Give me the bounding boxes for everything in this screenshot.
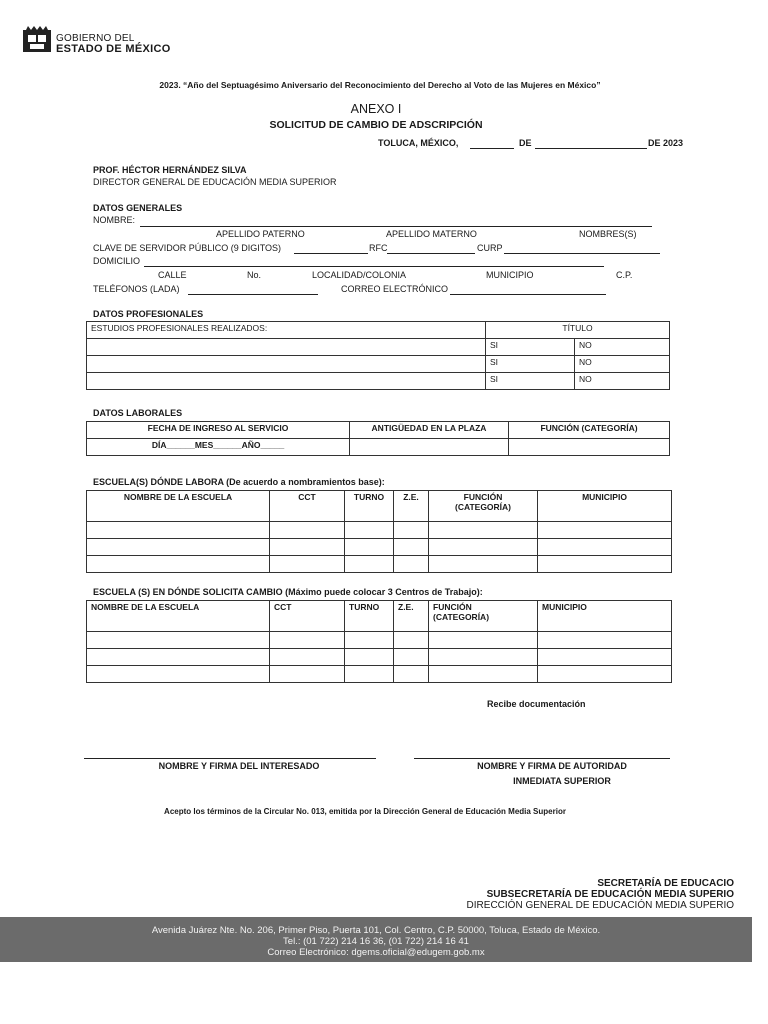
- table-row: [87, 339, 670, 356]
- col-funcion: [429, 491, 538, 522]
- domicilio-field[interactable]: [144, 266, 604, 267]
- autoridad-label-2: INMEDIATA SUPERIOR: [513, 776, 611, 786]
- direccion-line: DIRECCIÓN GENERAL DE EDUCACIÓN MEDIA SUPERIO: [466, 900, 734, 911]
- gov-line2: ESTADO DE MÉXICO: [56, 43, 171, 55]
- form-title: SOLICITUD DE CAMBIO DE ADSCRIPCIÓN: [269, 119, 483, 131]
- fecha-label: FECHA DE INGRESO AL SERVICIO: [87, 422, 350, 439]
- materno-label: APELLIDO MATERNO: [386, 229, 477, 239]
- col-municipio: MUNICIPIO: [538, 601, 672, 632]
- autoridad-label-1: NOMBRE Y FIRMA DE AUTORIDAD: [477, 761, 627, 771]
- curp-label: CURP: [477, 243, 503, 253]
- mes-label: MES: [194, 440, 214, 450]
- de-label-2: DE 2023: [648, 138, 684, 148]
- annex-title: ANEXO I: [350, 102, 402, 116]
- correo-label: CORREO ELECTRÓNICO: [341, 284, 449, 294]
- footer-email[interactable]: Correo Electrónico: dgems.oficial@edugem.gob.mx: [267, 947, 485, 958]
- table-row[interactable]: [87, 666, 672, 683]
- studies-table: [86, 321, 670, 390]
- no-label: No.: [247, 270, 262, 280]
- interesado-signature-line[interactable]: [84, 758, 376, 759]
- funcion-label: FUNCIÓN (CATEGORÍA): [509, 422, 670, 439]
- footer-address: Avenida Juárez Nte. No. 206, Primer Piso, Puerta 101, Col. Centro, C.P. 50000, Toluca, Estado de México.: [151, 925, 601, 936]
- col-funcion-sub: (CATEGORÍA): [454, 502, 512, 512]
- anio-label: AÑO: [241, 440, 261, 450]
- rfc-label: RFC: [369, 243, 388, 253]
- table-row[interactable]: [87, 522, 672, 539]
- rfc-field[interactable]: [387, 253, 475, 254]
- calle-label: CALLE: [158, 270, 187, 280]
- clave-label: CLAVE DE SERVIDOR PÚBLICO (9 DIGITOS): [93, 243, 282, 253]
- col-nombre: NOMBRE DE LA ESCUELA: [87, 601, 270, 632]
- nombres-label: NOMBRES(S): [579, 229, 637, 239]
- telefonos-label: TELÉFONOS (LADA): [93, 284, 180, 294]
- cp-label: C.P.: [616, 270, 633, 280]
- titulo-label: TÍTULO: [486, 322, 670, 339]
- col-nombre: NOMBRE DE LA ESCUELA: [87, 491, 270, 522]
- table-row: [87, 373, 670, 390]
- interesado-label: NOMBRE Y FIRMA DEL INTERESADO: [158, 761, 320, 771]
- acepto-text: Acepto los términos de la Circular No. 013, emitida por la Dirección General de Educación Media Superior: [164, 807, 566, 816]
- si-option[interactable]: SI: [486, 356, 575, 373]
- col-funcion-label: FUNCIÓN: [463, 492, 503, 502]
- table-row[interactable]: [87, 556, 672, 573]
- date-cell[interactable]: DÍA______MES______AÑO_____: [87, 439, 350, 456]
- current-schools-heading: ESCUELA(S) DÓNDE LABORA (De acuerdo a nombramientos base):: [93, 477, 385, 487]
- col-ze: Z.E.: [394, 601, 429, 632]
- professional-heading: DATOS PROFESIONALES: [93, 309, 204, 319]
- localidad-label: LOCALIDAD/COLONIA: [312, 270, 407, 280]
- de-label-1: DE: [519, 138, 532, 148]
- si-option[interactable]: SI: [486, 373, 575, 390]
- col-turno: TURNO: [345, 491, 394, 522]
- labor-heading: DATOS LABORALES: [93, 408, 183, 418]
- studies-cell[interactable]: [87, 373, 486, 390]
- table-row[interactable]: [87, 649, 672, 666]
- municipio-label: MUNICIPIO: [486, 270, 534, 280]
- curp-field[interactable]: [504, 253, 660, 254]
- table-row[interactable]: [87, 539, 672, 556]
- studies-cell[interactable]: [87, 356, 486, 373]
- labor-table: [86, 421, 670, 456]
- request-schools-table: [86, 600, 672, 683]
- domicilio-label: DOMICILIO: [93, 256, 141, 266]
- col-funcion-label: FUNCIÓN: [433, 602, 472, 612]
- general-heading: DATOS GENERALES: [93, 203, 183, 213]
- request-schools-heading: ESCUELA (S) EN DÓNDE SOLICITA CAMBIO (Máximo puede colocar 3 Centros de Trabajo):: [93, 587, 483, 597]
- footer-bar: [0, 917, 752, 962]
- studies-cell[interactable]: [87, 339, 486, 356]
- correo-field[interactable]: [450, 294, 606, 295]
- si-option[interactable]: SI: [486, 339, 575, 356]
- table-row: [87, 356, 670, 373]
- nombre-label: NOMBRE:: [93, 215, 136, 225]
- antig-label: ANTIGÜEDAD EN LA PLAZA: [350, 422, 509, 439]
- nombre-field[interactable]: [140, 226, 652, 227]
- col-turno: TURNO: [345, 601, 394, 632]
- clave-field[interactable]: [294, 253, 368, 254]
- col-municipio: MUNICIPIO: [538, 491, 672, 522]
- place-label: TOLUCA, MÉXICO,: [378, 138, 459, 148]
- col-funcion: [429, 601, 538, 632]
- no-option[interactable]: NO: [575, 339, 670, 356]
- col-funcion-sub: (CATEGORÍA): [433, 612, 490, 622]
- studies-label: ESTUDIOS PROFESIONALES REALIZADOS:: [87, 322, 486, 339]
- day-line[interactable]: [470, 148, 514, 149]
- autoridad-signature-line[interactable]: [414, 758, 670, 759]
- state-seal-icon: [22, 26, 52, 54]
- footer-tel: Tel.: (01 722) 214 16 36, (01 722) 214 16 41: [283, 936, 469, 947]
- col-cct: CCT: [270, 601, 345, 632]
- dia-label: DÍA: [151, 440, 167, 450]
- paterno-label: APELLIDO PATERNO: [216, 229, 305, 239]
- recibe-label: Recibe documentación: [487, 699, 586, 709]
- no-option[interactable]: NO: [575, 373, 670, 390]
- col-ze: Z.E.: [394, 491, 429, 522]
- subsecretaria-line: SUBSECRETARÍA DE EDUCACIÓN MEDIA SUPERIO: [486, 889, 734, 900]
- current-schools-table: [86, 490, 672, 573]
- table-row[interactable]: [87, 632, 672, 649]
- month-line[interactable]: [535, 148, 647, 149]
- secretaria-line: SECRETARÍA DE EDUCACIO: [597, 878, 734, 889]
- addressee-name: PROF. HÉCTOR HERNÁNDEZ SILVA: [93, 165, 247, 175]
- addressee-position: DIRECTOR GENERAL DE EDUCACIÓN MEDIA SUPERIOR: [93, 177, 337, 187]
- col-cct: CCT: [270, 491, 345, 522]
- antig-cell[interactable]: [350, 439, 509, 456]
- funcion-cell[interactable]: [509, 439, 670, 456]
- motto: 2023. “Año del Septuagésimo Aniversario del Reconocimiento del Derecho al Voto de las Mujeres en México”: [159, 80, 601, 90]
- gov-line1: GOBIERNO DEL: [56, 33, 135, 44]
- no-option[interactable]: NO: [575, 356, 670, 373]
- telefonos-field[interactable]: [188, 294, 318, 295]
